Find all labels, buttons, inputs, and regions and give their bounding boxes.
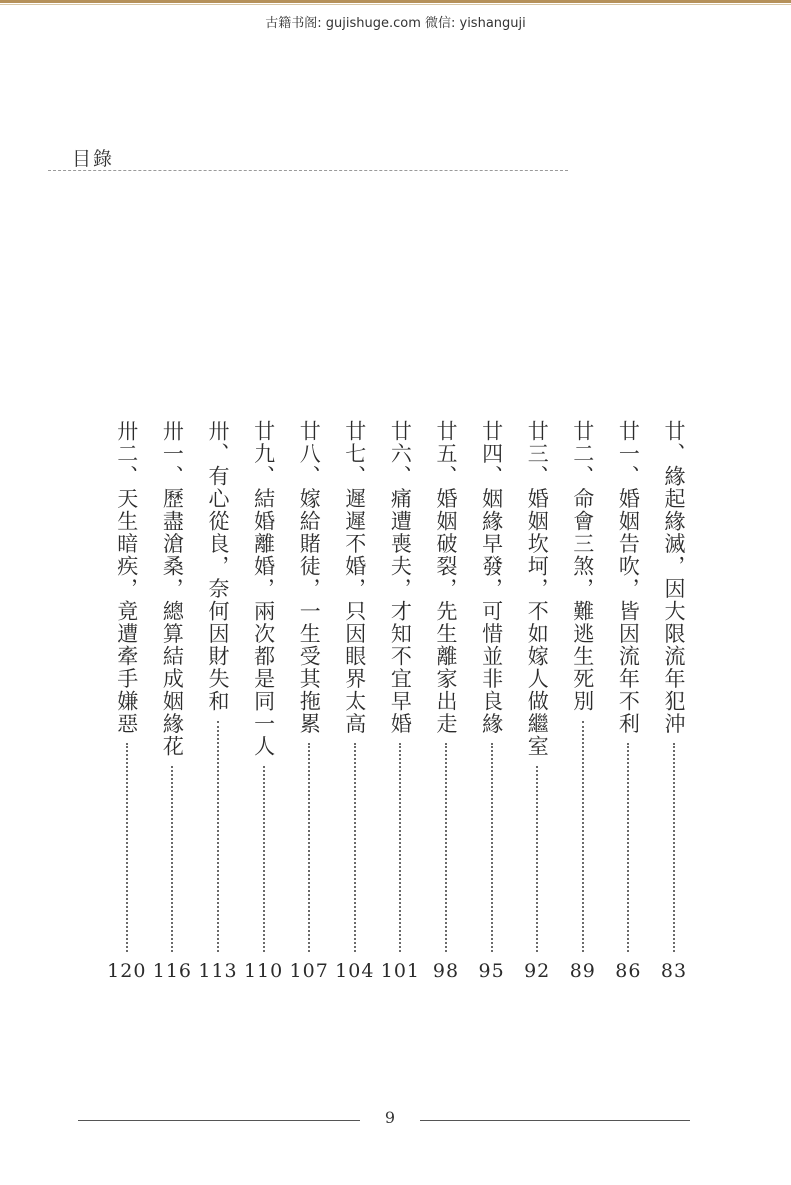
toc-entry-title: 卅二、天生暗疾，竟遭牽手嫌惡 (114, 420, 139, 735)
header-rule (48, 170, 568, 171)
toc-leader-dots (126, 743, 128, 952)
toc-entry-page: 110 (243, 960, 284, 982)
watermark-text: 古籍书阁: gujishuge.com 微信: yishanguji (265, 16, 526, 31)
footer-rule-right (420, 1120, 690, 1121)
toc-leader-dots (582, 721, 584, 953)
toc-entry-page: 89 (569, 960, 596, 982)
toc-entry-title: 廿一、婚姻告吹，皆因流年不利 (616, 420, 641, 735)
toc-entry (152, 420, 193, 1020)
section-title: 目錄 (72, 148, 115, 170)
toc-entry (380, 420, 421, 1020)
toc-entry-title: 廿四、姻緣早發，可惜並非良緣 (479, 420, 504, 735)
toc-entry-title: 廿八、嫁給賭徒，一生受其拖累 (297, 420, 322, 735)
toc-leader-dots (673, 743, 675, 952)
toc-entry-page: 86 (615, 960, 642, 982)
toc-entry (200, 420, 236, 1020)
toc-leader-dots (263, 766, 265, 953)
toc-leader-dots (171, 766, 173, 953)
toc-entry-page: 107 (289, 960, 329, 982)
toc-entry-page: 104 (335, 960, 375, 982)
toc-leader-dots (354, 743, 356, 952)
toc-leader-dots (399, 743, 401, 952)
toc-entry-title: 廿七、遲遲不婚，只因眼界太高 (342, 420, 367, 735)
toc-entry (109, 420, 145, 1020)
toc-entry-title: 廿五、婚姻破裂，先生離家出走 (434, 420, 458, 735)
toc-leader-dots (445, 743, 447, 952)
top-border-line-thin (0, 4, 791, 5)
toc-entry-page: 120 (107, 960, 147, 982)
toc-leader-dots (536, 766, 538, 953)
toc-entry (243, 420, 284, 1020)
toc-leader-dots (491, 743, 493, 952)
toc-entry (337, 420, 373, 1020)
toc-entry-page: 101 (380, 960, 421, 982)
toc-leader-dots (627, 743, 629, 952)
toc-entry-title: 廿二、命會三煞，難逃生死別 (570, 420, 595, 713)
toc-leader-dots (217, 721, 219, 953)
toc-entry (610, 420, 646, 1020)
toc-entry (565, 420, 601, 1020)
toc-entry-page: 92 (524, 960, 551, 982)
toc-entry (428, 420, 464, 1020)
toc-entry-title: 廿六、痛遭喪夫，才知不宜早婚 (388, 420, 413, 735)
page-number: 9 (384, 1108, 396, 1127)
toc-entry-page: 113 (198, 960, 238, 982)
toc-entry (656, 420, 692, 1020)
toc-entry-title: 廿三、婚姻坎坷，不如嫁人做繼室 (525, 420, 550, 758)
toc-entry-page: 83 (660, 960, 688, 982)
toc-entry (291, 420, 327, 1020)
toc-entry (474, 420, 510, 1020)
footer-rule-left (78, 1120, 360, 1121)
toc-entry-title: 卅、有心從良，奈何因財失和 (206, 420, 230, 713)
toc-entry-title: 廿九、結婚離婚，兩次都是同一人 (251, 420, 276, 758)
toc-entry (519, 420, 555, 1020)
toc-leader-dots (308, 743, 310, 952)
toc-entry-title: 廿、緣起緣滅，因大限流年犯沖 (662, 420, 686, 735)
top-border-line (0, 0, 791, 3)
toc-entry-page: 98 (432, 960, 460, 982)
toc-entry-title: 卅一、歷盡滄桑，總算結成姻緣花 (160, 420, 185, 758)
toc-entry-page: 116 (152, 960, 193, 982)
toc-entry-page: 95 (478, 960, 505, 982)
